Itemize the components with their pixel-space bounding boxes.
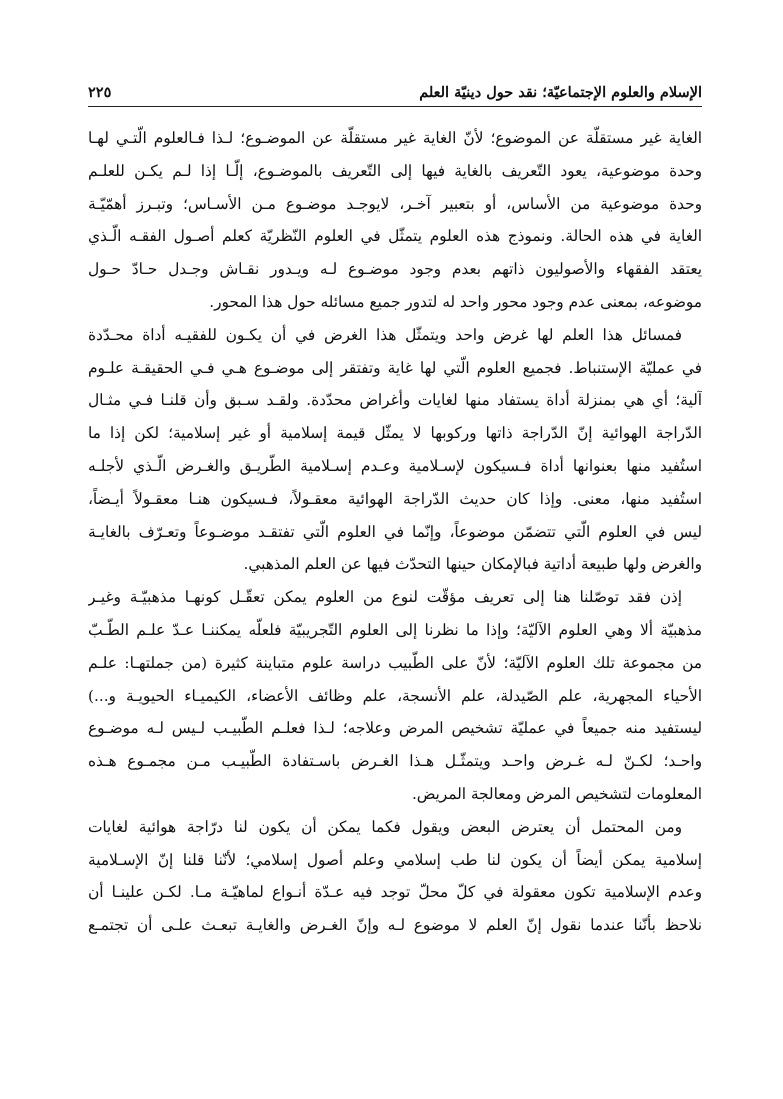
page-header [88,80,702,104]
header-rule [88,106,702,107]
text-line: إسلامية يمكن أيضاً أن يكون لنا طب إسلامي وعلم أصول إسلامي؛ لأنّنا قلنا إنّ الإسـلامية [88,850,702,869]
text-line: الأحياء المجهرية، علم الصّيدلة، علم الأنسجة، علم وظائف الأعضاء، الكيميـاء الحيويـة و...) [88,686,702,705]
paragraph [88,319,702,581]
text-line: وحدة موضوعية، يعود التّعريف بالغاية فيها إلى التّعريف بالموضـوع، إلّـا إذا لـم يكـن للعلـم [88,161,702,180]
paragraph [88,811,702,942]
page-number: ٢٢٥ [88,83,112,101]
running-title: الإسلام والعلوم الإجتماعيّة؛ نقد حول دينيّة العلم [419,83,702,101]
text-line: في عمليّة الإستنباط. فجميع العلوم الّتي لها غاية وتفتقر إلى موضـوع هـي فـي الحقيقـة علـوم [88,358,702,377]
text-line: من مجموعة تلك العلوم الآليّة؛ لأنّ على الطّبيب دراسة علوم متباينة كثيرة (من جملتهـا: علـم [88,653,702,672]
text-line: الدّراجة الهوائية إنّ الدّراجة ذاتها وركوبها لا يمثّل قيمة إسلامية أو غير إسلامية؛ لكن إذا ما [88,424,702,443]
text-line: والغرض ولها طبيعة أداتية فبالإمكان حينها التحدّث فيها عن العلم المذهبي. [243,555,702,574]
text-line: مذهبيّة ألا وهي العلوم الآليّة؛ وإذا ما نظرنا إلى العلوم التّجريبيّة فلعلّه يمكننـا عـدّ علـم الطّـبّ [88,620,702,639]
text-line: إذن فقد توصّلنا هنا إلى تعريف مؤقّت لنوع من العلوم يمكن تعقّـل كونهـا مذهبيّـة وغيـر [88,588,682,607]
text-line: آلية؛ أي هي بمنزلة أداة يستفاد منها لغايات وأغراض محدّدة. ولقـد سـبق وأن قلنـا فـي مثـال [88,391,702,410]
text-line: موضوعه، بمعنى عدم وجود محور واحد له لتدور جميع مسائله حول هذا المحور. [209,292,702,311]
paragraph [88,581,702,811]
text-line: الغاية غير مستقلّة عن الموضوع؛ لأنّ الغاية غير مستقلّة عن الموضـوع؛ لـذا فـالعلوم الّتـي لهـا [88,129,702,147]
paragraph [88,122,702,319]
text-line: استُفيد منها، معنى. وإذا كان حديث الدّراجة الهوائية معقـولاً، فـسيكون هنـا معقـولاً أيـضاً، [88,489,702,508]
text-line: فمسائل هذا العلم لها غرض واحد ويتمثّل هذا الغرض في أن يكـون للفقيـه أداة محـدّدة [88,325,682,344]
text-line: الغاية في هذه الحالة. ونموذج هذه العلوم يتمثّل في العلوم النّظريّة كعلم أصـول الفقـه الّـذي [88,227,702,246]
text-line: ومن المحتمل أن يعترض البعض ويقول فكما يمكن أن يكون لنا درّاجة هوائية لغايات [88,817,682,836]
text-line: واحـد؛ لكـنّ لـه غـرض واحـد ويتمثّـل هـذا الغـرض باسـتفادة الطّبيـب مـن مجمـوع هـذه [88,752,702,771]
text-line: ليستفيد منه جميعاً في عمليّة تشخيص المرض وعلاجه؛ لـذا فعلـم الطّبيـب لـيس لـه موضـوع [88,719,702,738]
body-text [88,122,702,942]
text-line: نلاحظ بأنّنا عندما نقول إنّ العلم لا موضوع لـه وإنّ الغـرض والغايـة تبعـث علـى أن تجتمـع [88,916,702,935]
text-line: يعتقد الفقهاء والأصوليون ذاتهم بعدم وجود موضـوع لـه ويـدور نقـاش وجـدل حـادّ حـول [88,260,702,279]
text-line: المعلومات لتشخيص المرض ومعالجة المريض. [411,784,702,803]
text-line: وعدم الإسلامية تكون معقولة في كلّ محلّ توجد فيه عـدّة أنـواع لماهيّـة مـا. لكـن علينـا أن [88,883,702,902]
text-line: ليس في العلوم الّتي تتضمّن موضوعاً، وإنّما في العلوم الّتي تفتقـد موضـوعاً وتعـرّف بالغايـة [88,522,702,541]
text-line: وحدة موضوعية من الأساس، أو بتعبير آخـر، لايوجـد موضـوع مـن الأسـاس؛ وتبـرز أهمّيّـة [88,194,702,213]
text-line: استُفيد منها بعنوانها أداة فـسيكون لإسـلامية وعـدم إسـلامية الطّريـق والغـرض الّـذي لأجلـه [88,456,702,475]
